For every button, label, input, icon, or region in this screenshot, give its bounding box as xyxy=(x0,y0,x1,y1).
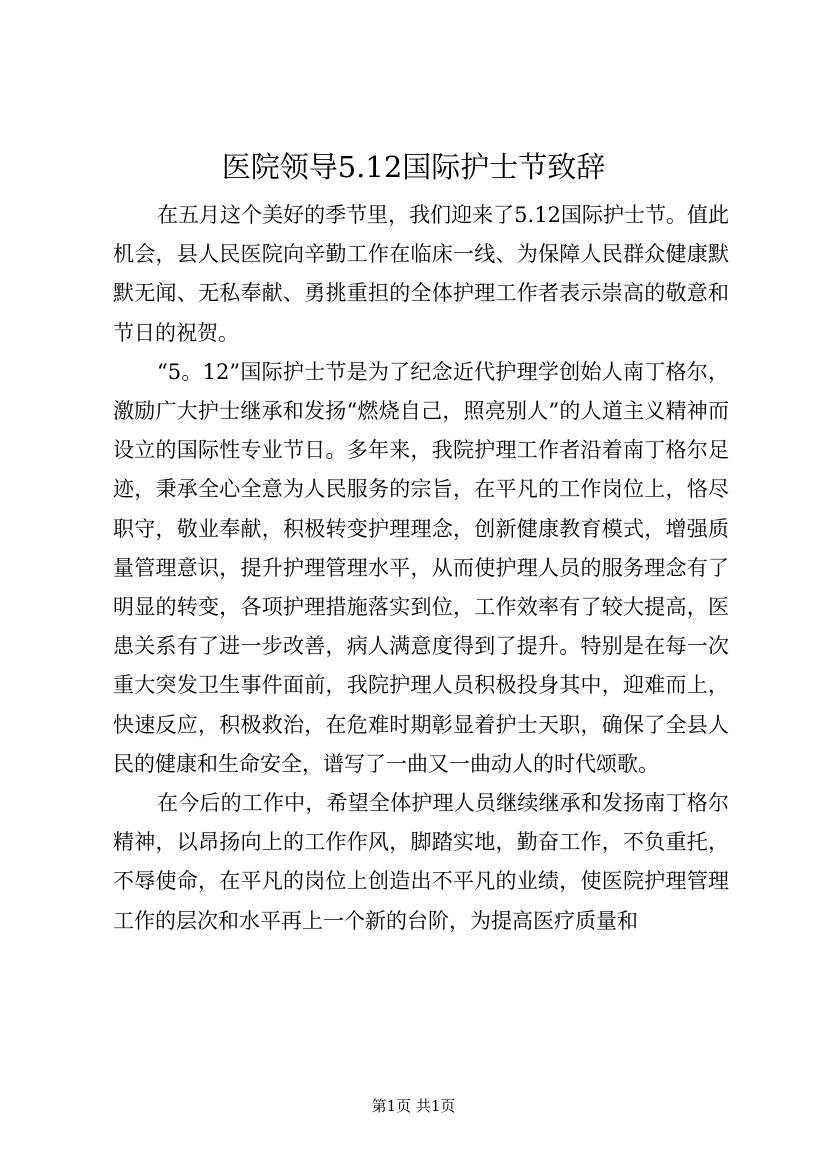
document-body xyxy=(113,196,729,941)
page-number-footer: 第1页 共1页 xyxy=(371,1097,456,1115)
paragraph-2: “5。12”国际护士节是为了纪念近代护理学创始人南丁格尔，激励广大护士继承和发扬“燃烧自己，照亮别人”的人道主义精神而设立的国际性专业节日。多年来，我院护理工作者沿着南丁格尔足迹，秉承全心全意为人民服务的宗旨，在平凡的工作岗位上，恪尽职守，敬业奉献，积极转变护理理念，创新健康教育模式，增强质量管理意识，提升护理管理水平，从而使护理人员的服务理念有了明显的转变，各项护理措施落实到位，工作效率有了较大提高，医患关系有了进一步改善，病人满意度得到了提升。特别是在每一次重大突发卫生事件面前，我院护理人员积极投身其中，迎难而上，快速反应，积极救治，在危难时期彰显着护士天职，确保了全县人民的健康和生命安全，谱写了一曲又一曲动人的时代颂歌。 xyxy=(113,359,729,776)
paragraph-1: 在五月这个美好的季节里，我们迎来了5.12国际护士节。值此机会，县人民医院向辛勤工作在临床一线、为保障人民群众健康默默无闻、无私奉献、勇挑重担的全体护理工作者表示崇高的敬意和节日的祝贺。 xyxy=(113,203,729,345)
paragraph-3: 在今后的工作中，希望全体护理人员继续继承和发扬南丁格尔精神，以昂扬向上的工作作风，脚踏实地，勤奋工作，不负重托，不辱使命，在平凡的岗位上创造出不平凡的业绩，使医院护理管理工作的层次和水平再上一个新的台阶，为提高医疗质量和 xyxy=(113,791,729,933)
document-title: 医院领导5.12国际护士节致辞 xyxy=(221,150,606,184)
